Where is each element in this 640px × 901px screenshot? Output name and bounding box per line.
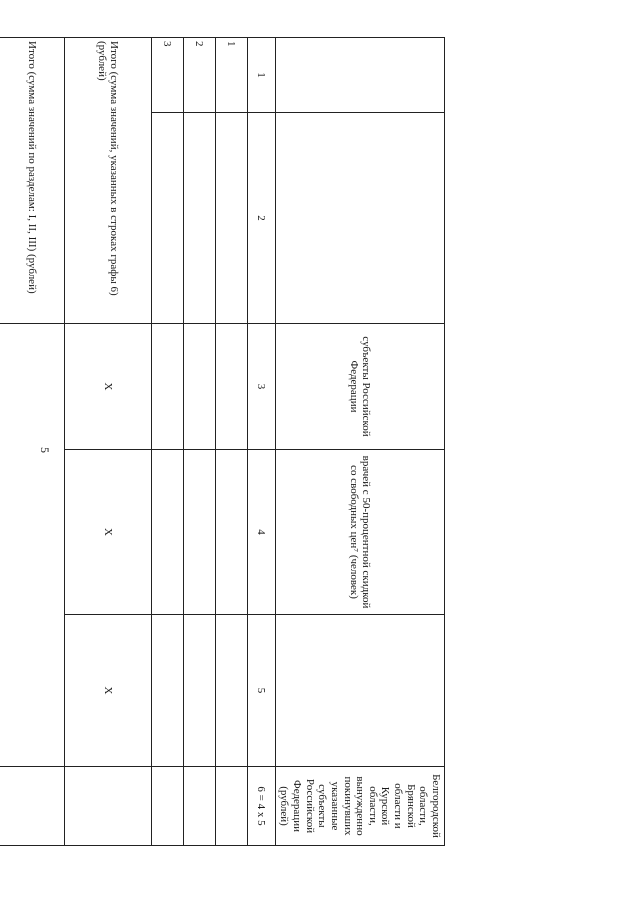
grand-total-value-cell (0, 767, 64, 846)
page-number: 5 (38, 447, 52, 453)
column-number: 4 (247, 450, 275, 615)
table-cell (215, 324, 247, 450)
table-row (215, 38, 247, 846)
table-cell (151, 450, 183, 615)
header-row (275, 38, 444, 846)
row-number: 3 (151, 38, 183, 113)
table-row (151, 38, 183, 846)
header-cell-6: Белгородской области, Брянской области и Курской области, вынужденно покинувших указанные субъекты Российской Федерации (рублей) (275, 767, 444, 846)
table-cell (151, 767, 183, 846)
header-cell-1 (275, 38, 444, 113)
total-label: Итого (сумма значений, указанных в строках графы 6) (рублей) (64, 38, 151, 324)
rotated-table-container (26, 37, 445, 845)
table-cell (215, 113, 247, 324)
row-number: 1 (215, 38, 247, 113)
table-cell (215, 615, 247, 767)
column-number: 5 (247, 615, 275, 767)
data-table (0, 37, 445, 846)
column-number: 2 (247, 113, 275, 324)
total-mark: X (64, 615, 151, 767)
header-cell-4: врачей с 50-процентной скидкой со свободных цен⁷ (человек) (275, 450, 444, 615)
table-cell (183, 324, 215, 450)
header-cell-2 (275, 113, 444, 324)
table-cell (183, 767, 215, 846)
total-mark: X (64, 450, 151, 615)
column-number: 3 (247, 324, 275, 450)
table-cell (183, 615, 215, 767)
table-cell (215, 767, 247, 846)
grand-total-label: Итого (сумма значений по разделам: I, II, III) (рублей) (0, 38, 64, 324)
column-number-row (247, 38, 275, 846)
table-cell (183, 450, 215, 615)
row-number: 2 (183, 38, 215, 113)
total-value-cell (64, 767, 151, 846)
total-mark: X (64, 324, 151, 450)
table-cell (151, 113, 183, 324)
table-row (183, 38, 215, 846)
table-cell (183, 113, 215, 324)
column-number: 1 (247, 38, 275, 113)
table-cell (151, 324, 183, 450)
grand-total-row (0, 38, 64, 846)
total-row (64, 38, 151, 846)
column-number: 6 = 4 x 5 (247, 767, 275, 846)
grand-total-empty (0, 324, 64, 767)
table-cell (151, 615, 183, 767)
table-cell (215, 450, 247, 615)
header-cell-3: субъекты Российской Федерации (275, 324, 444, 450)
header-cell-5 (275, 615, 444, 767)
